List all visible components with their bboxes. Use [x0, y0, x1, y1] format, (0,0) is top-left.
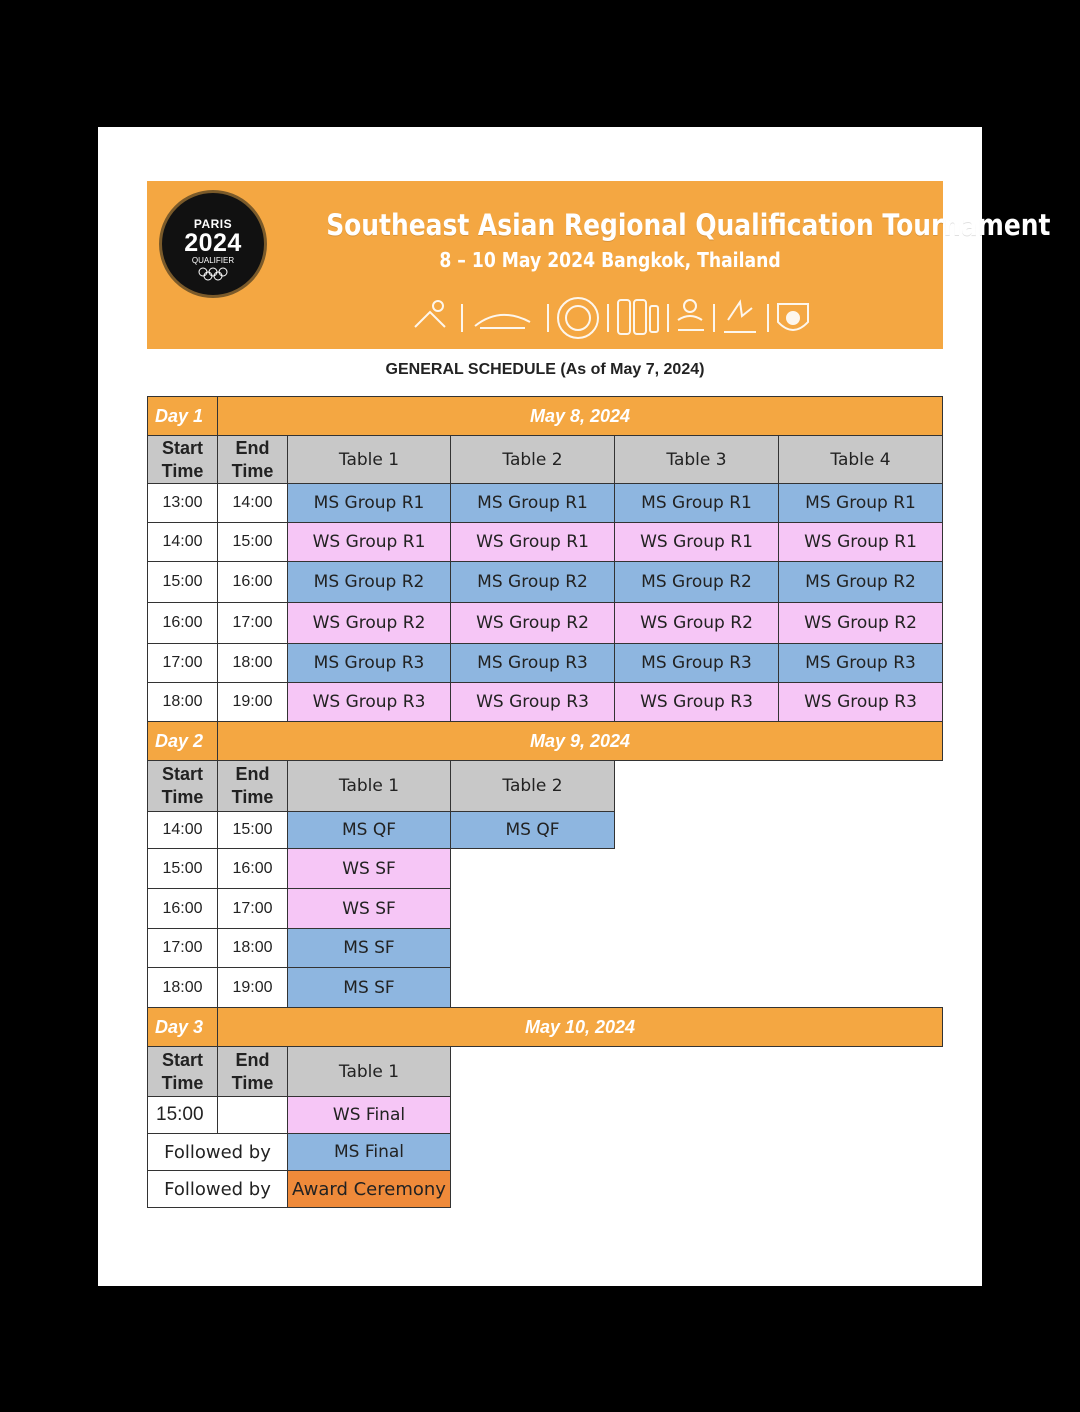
day-1-end-time-header: End Time: [217, 435, 288, 484]
day-2-row-3-end: 17:00: [217, 888, 288, 929]
day-1-table-4-header: Table 4: [778, 435, 943, 484]
thai-association-logo-icon: [558, 298, 598, 338]
schedule-title: GENERAL SCHEDULE (As of May 7, 2024): [385, 361, 705, 378]
day-1-row-4-table-4: WS Group R2: [778, 602, 943, 644]
logo-line-3: QUALIFIER: [191, 256, 235, 265]
sponsor-logos: [410, 292, 820, 340]
day-1-start-time-header: Start Time: [147, 435, 218, 484]
day-1-row-5-table-4: MS Group R3: [778, 643, 943, 683]
day-3-date: May 10, 2024: [217, 1007, 943, 1047]
day-1-row-4-table-2: WS Group R2: [450, 602, 615, 644]
day-1-table-2-header: Table 2: [450, 435, 615, 484]
day-1-row-1-table-4: MS Group R1: [778, 483, 943, 523]
day-2-row-1-table-2: MS QF: [450, 811, 615, 849]
day-1-row-1-end: 14:00: [217, 483, 288, 523]
logo-line-2: 2024: [184, 229, 242, 257]
day-3-start-time-header: Start Time: [147, 1046, 218, 1097]
day-1-row-3-end: 16:00: [217, 561, 288, 603]
day-2-row-2-end: 16:00: [217, 848, 288, 889]
day-3-row-2-label: Followed by: [147, 1133, 288, 1171]
day-2-row-2-start: 15:00: [147, 848, 218, 889]
logo-line-1: PARIS: [193, 217, 233, 231]
day-2-table-1-header: Table 1: [287, 760, 451, 812]
tournament-title: Southeast Asian Regional Qualification Tournament: [326, 208, 1051, 242]
day-2-end-time-header: End Time: [217, 760, 288, 812]
day-2-row-1-start: 14:00: [147, 811, 218, 849]
day-1-row-5-table-3: MS Group R3: [614, 643, 779, 683]
day-2-label: Day 2: [147, 721, 218, 761]
day-1-row-2-table-2: WS Group R1: [450, 522, 615, 562]
day-2-row-5-start: 18:00: [147, 967, 218, 1008]
day-2-row-5-table-1: MS SF: [287, 967, 451, 1008]
day-1-row-4-end: 17:00: [217, 602, 288, 644]
day-2-row-4-end: 18:00: [217, 928, 288, 968]
day-2-row-3-start: 16:00: [147, 888, 218, 929]
day-1-row-4-table-3: WS Group R2: [614, 602, 779, 644]
day-1-row-6-end: 19:00: [217, 682, 288, 722]
day-1-row-5-end: 18:00: [217, 643, 288, 683]
ittf-logo-icon: [415, 301, 445, 327]
day-1-row-6-table-2: WS Group R3: [450, 682, 615, 722]
day-1-date: May 8, 2024: [217, 396, 943, 436]
day-1-row-3-table-3: MS Group R2: [614, 561, 779, 603]
day-2-row-3-table-1: WS SF: [287, 888, 451, 929]
day-3-row-1-table-1: WS Final: [287, 1096, 451, 1134]
day-3-end-time-header: End Time: [217, 1046, 288, 1097]
day-1-label: Day 1: [147, 396, 218, 436]
day-1-row-6-start: 18:00: [147, 682, 218, 722]
day-3-label: Day 3: [147, 1007, 218, 1047]
day-1-table-1-header: Table 1: [287, 435, 451, 484]
day-1-row-1-table-2: MS Group R1: [450, 483, 615, 523]
day-1-row-1-table-1: MS Group R1: [287, 483, 451, 523]
day-2-row-5-end: 19:00: [217, 967, 288, 1008]
day-1-row-3-table-1: MS Group R2: [287, 561, 451, 603]
day-1-row-5-table-2: MS Group R3: [450, 643, 615, 683]
day-1-row-3-table-2: MS Group R2: [450, 561, 615, 603]
day-3-row-3-table-1: Award Ceremony: [287, 1170, 451, 1208]
sat-logo-icon: [678, 300, 704, 330]
day-1-row-2-table-1: WS Group R1: [287, 522, 451, 562]
attu-logo-icon: [475, 315, 530, 328]
federation-logo-icon: [778, 304, 808, 330]
day-1-row-5-start: 17:00: [147, 643, 218, 683]
day-1-row-2-start: 14:00: [147, 522, 218, 562]
day-2-row-1-end: 15:00: [217, 811, 288, 849]
day-1-row-6-table-3: WS Group R3: [614, 682, 779, 722]
day-3-row-1-start: 15:00: [147, 1096, 218, 1134]
day-2-date: May 9, 2024: [217, 721, 943, 761]
day-1-row-3-table-4: MS Group R2: [778, 561, 943, 603]
day-1-row-6-table-4: WS Group R3: [778, 682, 943, 722]
day-2-table-2-header: Table 2: [450, 760, 615, 812]
day-1-table-3-header: Table 3: [614, 435, 779, 484]
nsdf-logo-icon: [724, 302, 756, 332]
day-3-row-3-label: Followed by: [147, 1170, 288, 1208]
day-2-row-4-table-1: MS SF: [287, 928, 451, 968]
day-1-row-3-start: 15:00: [147, 561, 218, 603]
day-1-row-2-end: 15:00: [217, 522, 288, 562]
day-3-table-1-header: Table 1: [287, 1046, 451, 1097]
day-1-row-6-table-1: WS Group R3: [287, 682, 451, 722]
day-1-row-4-start: 16:00: [147, 602, 218, 644]
day-1-row-4-table-1: WS Group R2: [287, 602, 451, 644]
day-3-row-2-table-1: MS Final: [287, 1133, 451, 1171]
day-1-row-5-table-1: MS Group R3: [287, 643, 451, 683]
day-1-row-2-table-4: WS Group R1: [778, 522, 943, 562]
day-2-row-2-table-1: WS SF: [287, 848, 451, 889]
paris-2024-logo: [159, 190, 267, 298]
day-1-row-1-table-3: MS Group R1: [614, 483, 779, 523]
day-1-row-2-table-3: WS Group R1: [614, 522, 779, 562]
day-2-row-1-table-1: MS QF: [287, 811, 451, 849]
day-2-row-4-start: 17:00: [147, 928, 218, 968]
day-1-row-1-start: 13:00: [147, 483, 218, 523]
tournament-dates-location: 8 – 10 May 2024 Bangkok, Thailand: [439, 248, 781, 272]
ministry-logo-icon: [618, 300, 658, 334]
day-2-start-time-header: Start Time: [147, 760, 218, 812]
day-3-row-1-end: [217, 1096, 288, 1134]
olympic-rings-icon: [198, 267, 228, 281]
